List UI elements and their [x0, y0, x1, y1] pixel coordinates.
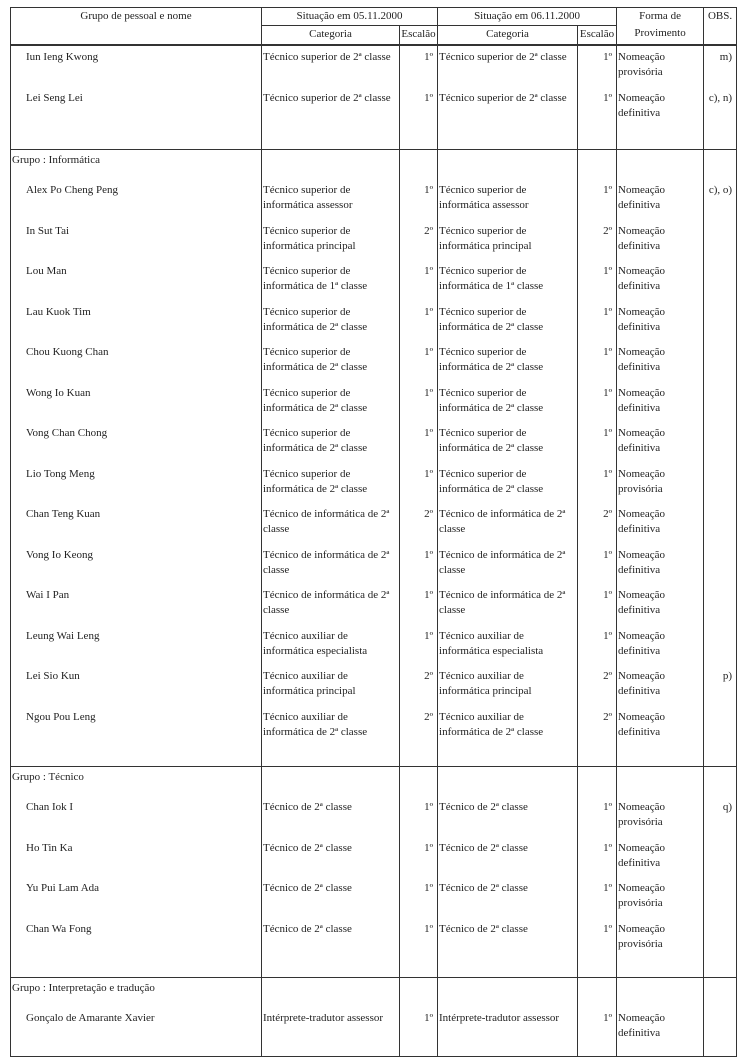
obs-note: c), n)	[704, 91, 737, 132]
person-name: Lei Seng Lei	[11, 91, 262, 132]
escalao-after: 1º	[578, 629, 617, 670]
category-after: Técnico superior de informática de 2ª classe	[438, 305, 578, 346]
person-name: In Sut Tai	[11, 224, 262, 265]
empty-cell	[438, 767, 578, 801]
category-before: Técnico de 2ª classe	[262, 800, 400, 841]
escalao-after: 1º	[578, 264, 617, 305]
forma-provimento: Nomeação definitiva	[617, 224, 704, 265]
group-section	[11, 45, 737, 150]
category-after: Técnico superior de informática assessor	[438, 183, 578, 224]
category-before: Técnico de 2ª classe	[262, 841, 400, 882]
category-before: Técnico superior de 2ª classe	[262, 91, 400, 132]
spacer-cell	[400, 962, 438, 978]
category-before: Técnico auxiliar de informática especialista	[262, 629, 400, 670]
escalao-before: 1º	[400, 386, 438, 427]
spacer-cell	[617, 962, 704, 978]
escalao-after: 1º	[578, 50, 617, 91]
escalao-after: 1º	[578, 1011, 617, 1052]
escalao-before: 1º	[400, 629, 438, 670]
escalao-before: 1º	[400, 305, 438, 346]
spacer-cell	[11, 962, 262, 978]
obs-note	[704, 467, 737, 508]
empty-cell	[617, 150, 704, 184]
table-row	[11, 305, 737, 346]
forma-provimento: Nomeação definitiva	[617, 264, 704, 305]
forma-provimento: Nomeação definitiva	[617, 345, 704, 386]
category-before: Técnico de informática de 2ª classe	[262, 588, 400, 629]
escalao-after: 1º	[578, 588, 617, 629]
spacer-cell	[262, 1052, 400, 1057]
escalao-after: 1º	[578, 881, 617, 922]
category-after: Técnico de 2ª classe	[438, 800, 578, 841]
escalao-after: 1º	[578, 305, 617, 346]
forma-provimento: Nomeação provisória	[617, 881, 704, 922]
obs-note	[704, 710, 737, 751]
group-title: Grupo : Informática	[11, 150, 262, 184]
category-before: Técnico superior de informática de 2ª classe	[262, 426, 400, 467]
table-row	[11, 50, 737, 91]
table-row	[11, 224, 737, 265]
header-categoria-1: Categoria	[262, 26, 400, 46]
empty-cell	[617, 978, 704, 1012]
person-name: Chan Iok I	[11, 800, 262, 841]
category-before: Técnico superior de informática de 1ª classe	[262, 264, 400, 305]
category-after: Técnico superior de 2ª classe	[438, 91, 578, 132]
escalao-before: 2º	[400, 669, 438, 710]
obs-note	[704, 629, 737, 670]
empty-cell	[704, 767, 737, 801]
obs-note: c), o)	[704, 183, 737, 224]
person-name: Vong Chan Chong	[11, 426, 262, 467]
escalao-before: 1º	[400, 841, 438, 882]
header-escalao-2: Escalão	[578, 26, 617, 46]
person-name: Leung Wai Leng	[11, 629, 262, 670]
escalao-after: 1º	[578, 467, 617, 508]
escalao-before: 1º	[400, 1011, 438, 1052]
group-section	[11, 767, 737, 978]
group-title: Grupo : Interpretação e tradução	[11, 978, 262, 1012]
empty-cell	[400, 150, 438, 184]
empty-cell	[400, 978, 438, 1012]
spacer-cell	[578, 962, 617, 978]
category-after: Técnico superior de 2ª classe	[438, 50, 578, 91]
escalao-before: 1º	[400, 922, 438, 963]
forma-provimento: Nomeação definitiva	[617, 507, 704, 548]
escalao-after: 2º	[578, 224, 617, 265]
forma-provimento: Nomeação definitiva	[617, 386, 704, 427]
spacer-cell	[400, 131, 438, 150]
category-before: Técnico de informática de 2ª classe	[262, 507, 400, 548]
forma-provimento: Nomeação provisória	[617, 467, 704, 508]
obs-note	[704, 224, 737, 265]
empty-cell	[400, 767, 438, 801]
category-after: Técnico auxiliar de informática de 2ª classe	[438, 710, 578, 751]
category-before: Técnico superior de informática de 2ª classe	[262, 467, 400, 508]
forma-provimento: Nomeação definitiva	[617, 548, 704, 589]
group-section	[11, 150, 737, 767]
table-row	[11, 507, 737, 548]
category-before: Técnico superior de informática de 2ª classe	[262, 345, 400, 386]
empty-cell	[617, 767, 704, 801]
personnel-table	[10, 7, 737, 1057]
spacer-cell	[11, 1052, 262, 1057]
escalao-before: 2º	[400, 507, 438, 548]
category-after: Técnico de informática de 2ª classe	[438, 588, 578, 629]
empty-cell	[704, 150, 737, 184]
obs-note: p)	[704, 669, 737, 710]
forma-provimento: Nomeação definitiva	[617, 305, 704, 346]
forma-provimento: Nomeação definitiva	[617, 426, 704, 467]
obs-note: q)	[704, 800, 737, 841]
category-after: Técnico de 2ª classe	[438, 922, 578, 963]
spacer-cell	[438, 131, 578, 150]
group-header-row	[11, 150, 737, 184]
spacer-cell	[11, 750, 262, 767]
forma-provimento: Nomeação definitiva	[617, 669, 704, 710]
person-name: Ngou Pou Leng	[11, 710, 262, 751]
category-after: Técnico auxiliar de informática especialista	[438, 629, 578, 670]
table-header	[11, 8, 737, 46]
table-row	[11, 800, 737, 841]
category-before: Técnico de 2ª classe	[262, 922, 400, 963]
forma-provimento: Nomeação provisória	[617, 922, 704, 963]
spacer-row	[11, 1052, 737, 1057]
obs-note	[704, 507, 737, 548]
escalao-after: 1º	[578, 800, 617, 841]
forma-provimento: Nomeação definitiva	[617, 91, 704, 132]
category-after: Técnico auxiliar de informática principal	[438, 669, 578, 710]
spacer-cell	[438, 962, 578, 978]
escalao-before: 2º	[400, 224, 438, 265]
escalao-before: 1º	[400, 426, 438, 467]
spacer-cell	[704, 131, 737, 150]
escalao-after: 1º	[578, 183, 617, 224]
forma-provimento: Nomeação definitiva	[617, 841, 704, 882]
spacer-cell	[400, 1052, 438, 1057]
escalao-before: 1º	[400, 467, 438, 508]
spacer-cell	[262, 962, 400, 978]
header-group-name: Grupo de pessoal e nome	[11, 8, 262, 46]
escalao-before: 1º	[400, 588, 438, 629]
spacer-cell	[262, 750, 400, 767]
obs-note	[704, 881, 737, 922]
spacer-cell	[438, 750, 578, 767]
spacer-cell	[617, 1052, 704, 1057]
empty-cell	[578, 767, 617, 801]
table-row	[11, 264, 737, 305]
obs-note	[704, 841, 737, 882]
forma-provimento: Nomeação provisória	[617, 800, 704, 841]
category-before: Técnico superior de informática de 2ª classe	[262, 305, 400, 346]
table-row	[11, 881, 737, 922]
category-before: Técnico superior de informática principal	[262, 224, 400, 265]
table-row	[11, 386, 737, 427]
category-after: Técnico superior de informática de 2ª classe	[438, 467, 578, 508]
category-before: Intérprete-tradutor assessor	[262, 1011, 400, 1052]
empty-cell	[262, 978, 400, 1012]
escalao-before: 1º	[400, 548, 438, 589]
empty-cell	[704, 978, 737, 1012]
empty-cell	[438, 150, 578, 184]
escalao-after: 1º	[578, 386, 617, 427]
table-row	[11, 669, 737, 710]
spacer-cell	[578, 131, 617, 150]
header-categoria-2: Categoria	[438, 26, 578, 46]
person-name: Chan Teng Kuan	[11, 507, 262, 548]
person-name: Wai I Pan	[11, 588, 262, 629]
person-name: Lou Man	[11, 264, 262, 305]
table-row	[11, 548, 737, 589]
category-before: Técnico auxiliar de informática principal	[262, 669, 400, 710]
category-after: Técnico superior de informática de 2ª classe	[438, 426, 578, 467]
category-before: Técnico de informática de 2ª classe	[262, 548, 400, 589]
escalao-before: 1º	[400, 881, 438, 922]
escalao-before: 1º	[400, 264, 438, 305]
obs-note	[704, 426, 737, 467]
spacer-cell	[438, 1052, 578, 1057]
person-name: Lei Sio Kun	[11, 669, 262, 710]
header-situation-1: Situação em 05.11.2000	[262, 8, 438, 26]
spacer-cell	[400, 750, 438, 767]
person-name: Alex Po Cheng Peng	[11, 183, 262, 224]
table-row	[11, 588, 737, 629]
category-after: Técnico superior de informática principal	[438, 224, 578, 265]
spacer-cell	[11, 131, 262, 150]
category-after: Técnico superior de informática de 2ª classe	[438, 386, 578, 427]
header-escalao-1: Escalão	[400, 26, 438, 46]
escalao-after: 2º	[578, 507, 617, 548]
obs-note	[704, 548, 737, 589]
category-after: Técnico de 2ª classe	[438, 841, 578, 882]
group-title: Grupo : Técnico	[11, 767, 262, 801]
empty-cell	[578, 150, 617, 184]
person-name: Ho Tin Ka	[11, 841, 262, 882]
table-row	[11, 629, 737, 670]
header-situation-2: Situação em 06.11.2000	[438, 8, 617, 26]
obs-note	[704, 345, 737, 386]
category-before: Técnico de 2ª classe	[262, 881, 400, 922]
forma-provimento: Nomeação provisória	[617, 50, 704, 91]
header-obs: OBS.	[704, 8, 737, 46]
category-after: Intérprete-tradutor assessor	[438, 1011, 578, 1052]
table-row	[11, 426, 737, 467]
empty-cell	[262, 150, 400, 184]
table-row	[11, 1011, 737, 1052]
escalao-after: 1º	[578, 91, 617, 132]
escalao-before: 1º	[400, 345, 438, 386]
escalao-before: 1º	[400, 183, 438, 224]
obs-note	[704, 588, 737, 629]
table-row	[11, 467, 737, 508]
spacer-row	[11, 962, 737, 978]
escalao-before: 1º	[400, 50, 438, 91]
obs-note	[704, 922, 737, 963]
obs-note	[704, 305, 737, 346]
person-name: Chou Kuong Chan	[11, 345, 262, 386]
header-forma: Forma de Provimento	[617, 8, 704, 46]
spacer-cell	[704, 1052, 737, 1057]
spacer-cell	[704, 750, 737, 767]
spacer-cell	[262, 131, 400, 150]
table-row	[11, 345, 737, 386]
empty-cell	[438, 978, 578, 1012]
table-row	[11, 183, 737, 224]
category-before: Técnico superior de 2ª classe	[262, 50, 400, 91]
spacer-cell	[617, 131, 704, 150]
person-name: Wong Io Kuan	[11, 386, 262, 427]
escalao-before: 1º	[400, 91, 438, 132]
escalao-before: 1º	[400, 800, 438, 841]
person-name: Iun Ieng Kwong	[11, 50, 262, 91]
category-after: Técnico superior de informática de 2ª classe	[438, 345, 578, 386]
obs-note	[704, 1011, 737, 1052]
category-before: Técnico superior de informática de 2ª classe	[262, 386, 400, 427]
escalao-after: 1º	[578, 841, 617, 882]
escalao-after: 1º	[578, 922, 617, 963]
obs-note	[704, 386, 737, 427]
forma-provimento: Nomeação definitiva	[617, 183, 704, 224]
group-header-row	[11, 767, 737, 801]
category-before: Técnico superior de informática assessor	[262, 183, 400, 224]
forma-provimento: Nomeação definitiva	[617, 588, 704, 629]
group-header-row	[11, 978, 737, 1012]
group-section	[11, 978, 737, 1057]
escalao-after: 2º	[578, 669, 617, 710]
obs-note	[704, 264, 737, 305]
spacer-cell	[617, 750, 704, 767]
category-after: Técnico superior de informática de 1ª classe	[438, 264, 578, 305]
person-name: Yu Pui Lam Ada	[11, 881, 262, 922]
spacer-cell	[578, 750, 617, 767]
escalao-after: 2º	[578, 710, 617, 751]
category-after: Técnico de 2ª classe	[438, 881, 578, 922]
person-name: Lio Tong Meng	[11, 467, 262, 508]
person-name: Vong Io Keong	[11, 548, 262, 589]
person-name: Gonçalo de Amarante Xavier	[11, 1011, 262, 1052]
table-row	[11, 710, 737, 751]
forma-provimento: Nomeação definitiva	[617, 1011, 704, 1052]
category-after: Técnico de informática de 2ª classe	[438, 548, 578, 589]
spacer-cell	[704, 962, 737, 978]
escalao-after: 1º	[578, 426, 617, 467]
forma-provimento: Nomeação definitiva	[617, 710, 704, 751]
spacer-row	[11, 131, 737, 150]
escalao-after: 1º	[578, 548, 617, 589]
spacer-cell	[578, 1052, 617, 1057]
table-row	[11, 841, 737, 882]
obs-note: m)	[704, 50, 737, 91]
escalao-before: 2º	[400, 710, 438, 751]
table-row	[11, 91, 737, 132]
category-before: Técnico auxiliar de informática de 2ª classe	[262, 710, 400, 751]
escalao-after: 1º	[578, 345, 617, 386]
category-after: Técnico de informática de 2ª classe	[438, 507, 578, 548]
spacer-row	[11, 750, 737, 767]
empty-cell	[262, 767, 400, 801]
person-name: Lau Kuok Tim	[11, 305, 262, 346]
person-name: Chan Wa Fong	[11, 922, 262, 963]
table-row	[11, 922, 737, 963]
forma-provimento: Nomeação definitiva	[617, 629, 704, 670]
empty-cell	[578, 978, 617, 1012]
